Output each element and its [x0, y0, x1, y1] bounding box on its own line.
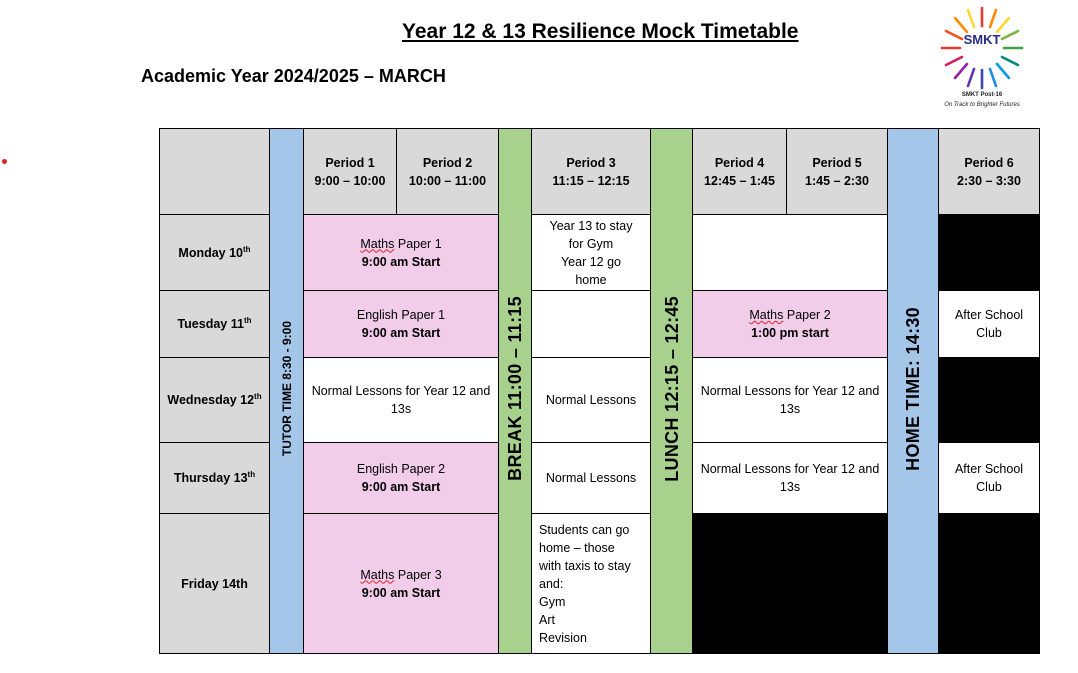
lunch-label: LUNCH 12:15 – 12:45 — [661, 295, 682, 482]
friday-period-6 — [939, 514, 1040, 654]
break-label: BREAK 11:00 – 11:15 — [505, 296, 525, 481]
day-label-friday: Friday 14th — [160, 514, 270, 654]
logo-sunburst-icon — [940, 6, 1024, 90]
thursday-afternoon: Normal Lessons for Year 12 and 13s — [693, 443, 888, 514]
tutor-time-label: TUTOR TIME 8:30 - 9:00 — [279, 320, 294, 457]
break-column — [499, 129, 532, 654]
wednesday-morning: Normal Lessons for Year 12 and 13s — [304, 358, 499, 443]
period-3-header: Period 3 11:15 – 12:15 — [532, 129, 651, 215]
tuesday-morning-exam: English Paper 1 9:00 am Start — [304, 291, 499, 358]
day-label-monday: Monday 10th — [160, 215, 270, 291]
logo-subtitle: SMKT Post-16 — [961, 92, 1003, 98]
header-row — [160, 129, 1040, 215]
timetable — [159, 128, 1040, 654]
wednesday-period-6 — [939, 358, 1040, 443]
timetable-grid — [159, 128, 1040, 654]
period-4-header: Period 4 12:45 – 1:45 — [693, 129, 787, 215]
thursday-period-3: Normal Lessons — [532, 443, 651, 514]
thursday-period-6: After School Club — [939, 443, 1040, 514]
tuesday-period-6: After School Club — [939, 291, 1040, 358]
home-time-column — [888, 129, 939, 654]
monday-period-6 — [939, 215, 1040, 291]
monday-period-3: Year 13 to stay for Gym Year 12 go home — [532, 215, 651, 291]
corner-cell — [160, 129, 270, 215]
logo-name: SMKT — [963, 32, 1001, 47]
day-label-thursday: Thursday 13th — [160, 443, 270, 514]
monday-afternoon — [693, 215, 888, 291]
period-5-header: Period 5 1:45 – 2:30 — [787, 129, 888, 215]
lunch-column — [651, 129, 693, 654]
monday-morning-exam: Maths Paper 1 9:00 am Start — [304, 215, 499, 291]
day-label-wednesday: Wednesday 12th — [160, 358, 270, 443]
tutor-time-column — [270, 129, 304, 654]
school-logo — [934, 6, 1030, 114]
home-time-label: HOME TIME: 14:30 — [903, 306, 923, 471]
period-1-header: Period 1 9:00 – 10:00 — [304, 129, 397, 215]
page-subtitle: Academic Year 2024/2025 – MARCH — [141, 66, 446, 86]
logo-tagline: On Track to Brighter Futures — [944, 102, 1020, 108]
wednesday-afternoon: Normal Lessons for Year 12 and 13s — [693, 358, 888, 443]
bullet-point — [2, 159, 7, 164]
page-title: Year 12 & 13 Resilience Mock Timetable — [402, 20, 799, 43]
friday-afternoon — [693, 514, 888, 654]
tuesday-afternoon-exam: Maths Paper 2 1:00 pm start — [693, 291, 888, 358]
thursday-morning-exam: English Paper 2 9:00 am Start — [304, 443, 499, 514]
wednesday-period-3: Normal Lessons — [532, 358, 651, 443]
period-6-header: Period 6 2:30 – 3:30 — [939, 129, 1040, 215]
tuesday-period-3 — [532, 291, 651, 358]
period-2-header: Period 2 10:00 – 11:00 — [397, 129, 499, 215]
friday-period-3: Students can go home – those with taxis to stay and: Gym Art Revision — [532, 514, 651, 654]
day-label-tuesday: Tuesday 11th — [160, 291, 270, 358]
friday-morning-exam: Maths Paper 3 9:00 am Start — [304, 514, 499, 654]
